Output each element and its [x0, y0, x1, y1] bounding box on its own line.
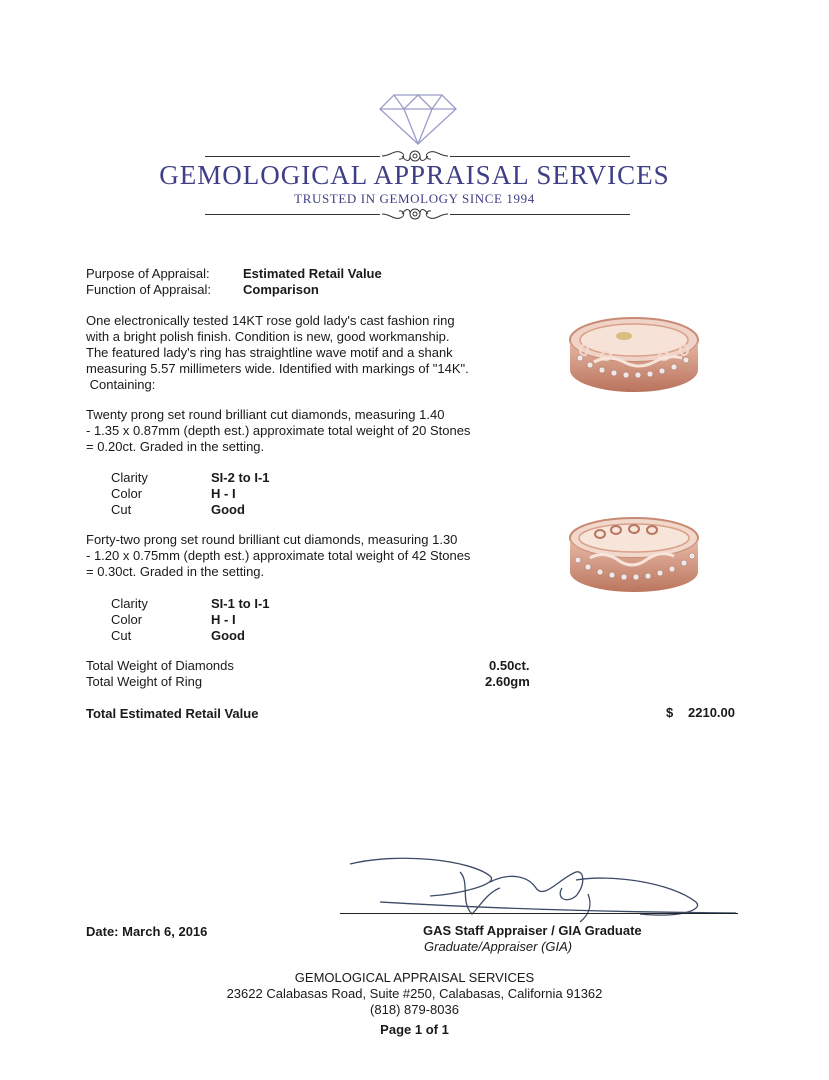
- ring-photo: [564, 510, 704, 605]
- signatory-subtitle: Graduate/Appraiser (GIA): [424, 939, 573, 954]
- purpose-value: Estimated Retail Value: [243, 266, 382, 281]
- stone-line: - 1.20 x 0.75mm (depth est.) approximate total weight of 42 Stones: [86, 548, 471, 563]
- purpose-label: Purpose of Appraisal:: [86, 266, 210, 281]
- grade-value: SI-1 to I-1: [211, 596, 270, 611]
- header-bottom-rule-left: [205, 214, 380, 215]
- header-top-rule-right: [450, 156, 630, 157]
- stone-line: - 1.35 x 0.87mm (depth est.) approximate total weight of 20 Stones: [86, 423, 471, 438]
- function-label: Function of Appraisal:: [86, 282, 212, 297]
- description-line: One electronically tested 14KT rose gold lady's cast fashion ring: [86, 313, 455, 328]
- grade-label: Cut: [111, 502, 132, 517]
- grade-label: Clarity: [111, 470, 148, 485]
- function-value: Comparison: [243, 282, 319, 297]
- header-top-rule-left: [205, 156, 380, 157]
- stone-group-2-description: [86, 532, 506, 580]
- diamond-logo-icon: [378, 92, 458, 146]
- item-description: [86, 313, 506, 393]
- signature-line: [340, 913, 738, 914]
- company-tagline: TRUSTED IN GEMOLOGY SINCE 1994: [294, 191, 535, 206]
- stone-line: = 0.30ct. Graded in the setting.: [86, 564, 265, 579]
- ring-photo: [564, 310, 704, 405]
- page-number: Page 1 of 1: [380, 1022, 449, 1037]
- footer-address: 23622 Calabasas Road, Suite #250, Calabasas, California 91362: [226, 986, 603, 1001]
- description-line: with a bright polish finish. Condition is new, good workmanship.: [86, 329, 450, 344]
- stone-group-1-description: [86, 407, 506, 455]
- flourish-ornament-icon: [380, 204, 450, 224]
- grade-value: SI-2 to I-1: [211, 470, 270, 485]
- grade-value: Good: [211, 628, 245, 643]
- grade-value: H - I: [211, 612, 236, 627]
- appraisal-date: Date: March 6, 2016: [86, 924, 208, 939]
- stone-line: = 0.20ct. Graded in the setting.: [86, 439, 265, 454]
- company-name: GEMOLOGICAL APPRAISAL SERVICES: [159, 160, 670, 190]
- grade-value: H - I: [211, 486, 236, 501]
- retail-value: 2210.00: [688, 705, 735, 720]
- grade-label: Clarity: [111, 596, 148, 611]
- retail-currency: $: [666, 705, 674, 720]
- signature: [340, 852, 740, 932]
- header-bottom-rule-right: [450, 214, 630, 215]
- total-ring-weight-value: 2.60gm: [485, 674, 530, 689]
- description-line: Containing:: [86, 377, 156, 392]
- description-line: measuring 5.57 millimeters wide. Identified with markings of "14K".: [86, 361, 469, 376]
- grade-value: Good: [211, 502, 245, 517]
- grade-label: Color: [111, 612, 143, 627]
- total-diamond-weight-value: 0.50ct.: [489, 658, 530, 673]
- retail-value-label: Total Estimated Retail Value: [86, 706, 259, 721]
- footer-company: GEMOLOGICAL APPRAISAL SERVICES: [294, 970, 535, 985]
- stone-line: Forty-two prong set round brilliant cut diamonds, measuring 1.30: [86, 532, 458, 547]
- footer-phone: (818) 879-8036: [370, 1002, 459, 1017]
- total-diamond-weight-label: Total Weight of Diamonds: [86, 658, 234, 673]
- description-line: The featured lady's ring has straightline wave motif and a shank: [86, 345, 453, 360]
- signatory-title: GAS Staff Appraiser / GIA Graduate: [423, 923, 642, 938]
- total-ring-weight-label: Total Weight of Ring: [86, 674, 203, 689]
- grade-label: Cut: [111, 628, 132, 643]
- grade-label: Color: [111, 486, 143, 501]
- stone-line: Twenty prong set round brilliant cut diamonds, measuring 1.40: [86, 407, 445, 422]
